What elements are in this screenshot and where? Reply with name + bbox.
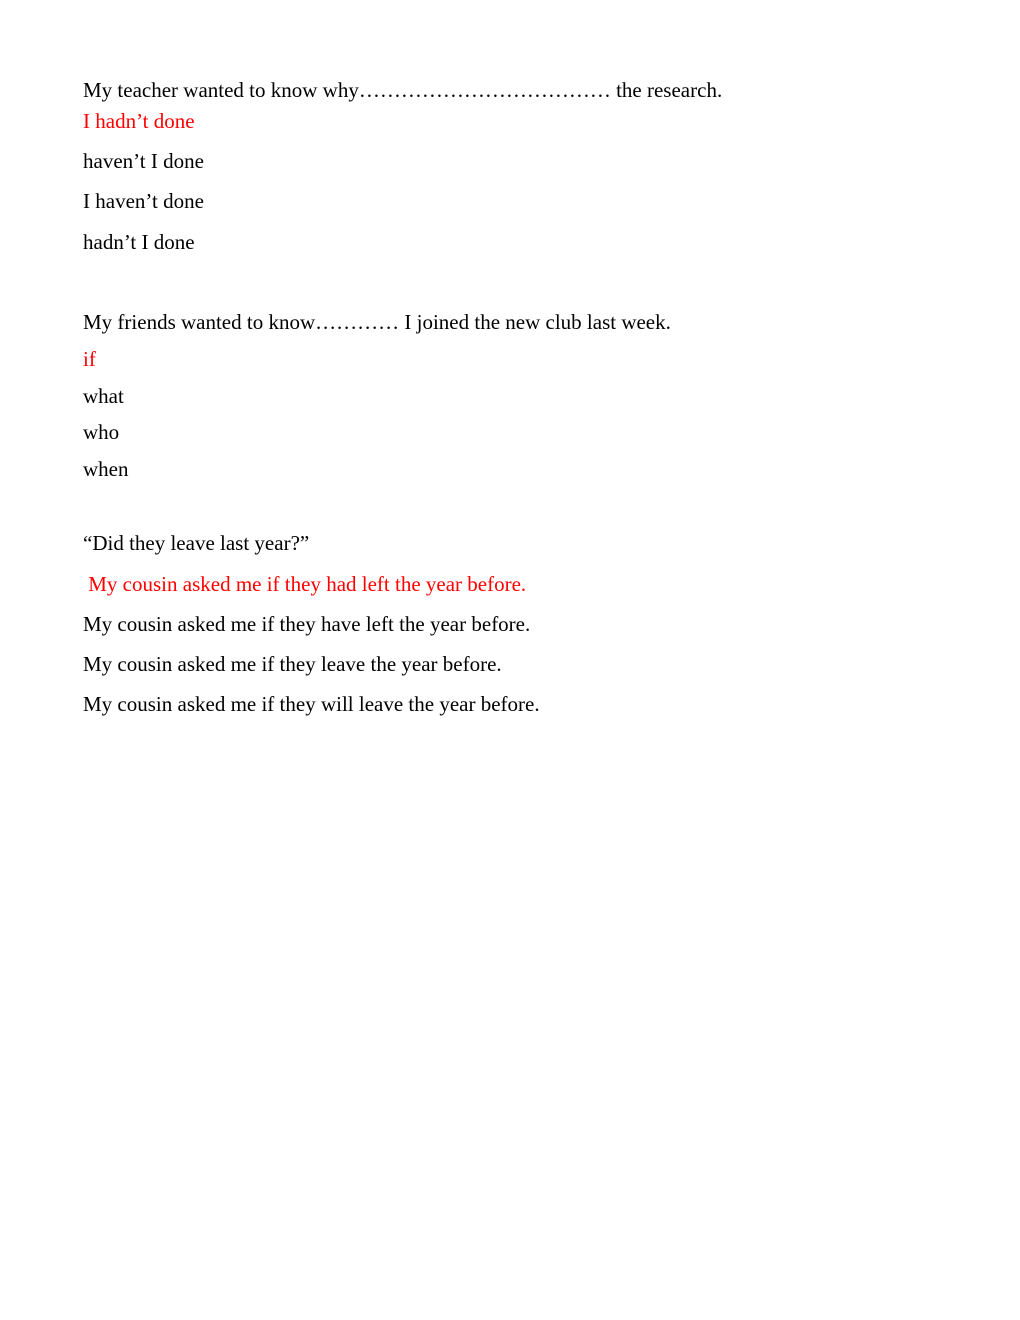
question-2-option-2: what: [83, 384, 124, 408]
question-1-option-2: haven’t I done: [83, 149, 204, 173]
question-3-option-2: My cousin asked me if they have left the year before.: [83, 612, 531, 636]
question-3-prompt: “Did they leave last year?”: [83, 531, 310, 555]
question-1-option-3: I haven’t done: [83, 189, 204, 213]
question-2-prompt: My friends wanted to know………… I joined the new club last week.: [83, 310, 671, 334]
question-2-option-correct: if: [83, 347, 96, 371]
question-2-option-3: who: [83, 420, 120, 444]
question-1-option-4: hadn’t I done: [83, 230, 195, 254]
question-3-option-correct: My cousin asked me if they had left the year before.: [83, 572, 527, 596]
question-2-option-4: when: [83, 457, 129, 481]
question-3-option-4: My cousin asked me if they will leave the year before.: [83, 692, 540, 716]
question-3-option-3: My cousin asked me if they leave the year before.: [83, 652, 502, 676]
question-1-option-correct: I hadn’t done: [83, 109, 195, 133]
question-1-prompt: My teacher wanted to know why……………………………… the research.: [83, 78, 723, 102]
